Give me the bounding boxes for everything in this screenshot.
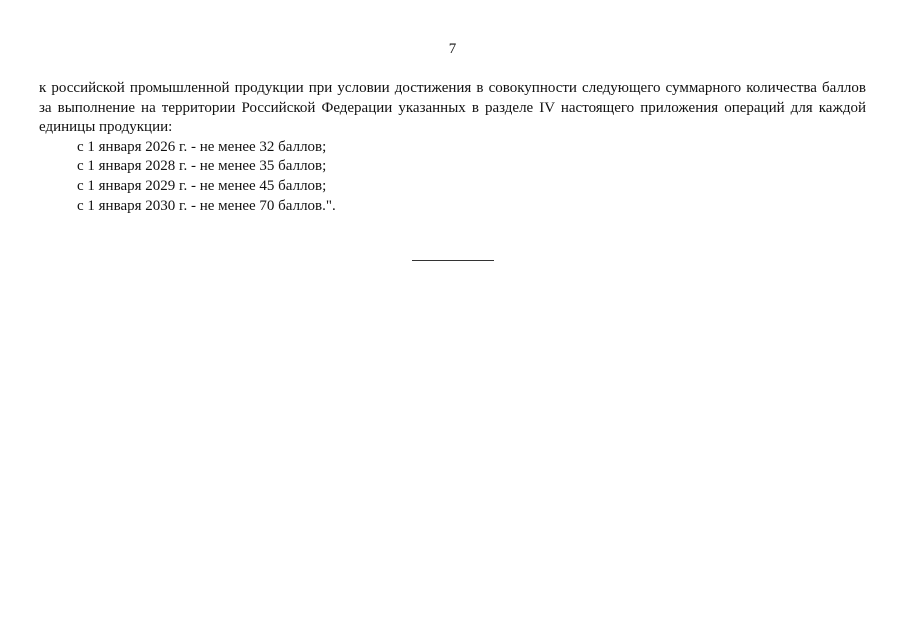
list-item: с 1 января 2030 г. - не менее 70 баллов.".	[77, 197, 336, 214]
list-item: с 1 января 2026 г. - не менее 32 баллов;	[77, 138, 327, 155]
document-body	[39, 79, 866, 216]
body-paragraph: к российской промышленной продукции при условии достижения в совокупности следующего суммарного количества баллов за выполнение на территории Российской Федерации указанных в разделе IV настоящего приложения операций для каждой единицы продукции:	[39, 80, 866, 136]
list-item: с 1 января 2028 г. - не менее 35 баллов;	[77, 158, 327, 175]
points-threshold-list	[39, 138, 866, 216]
end-separator-line	[412, 260, 494, 261]
list-item: с 1 января 2029 г. - не менее 45 баллов;	[77, 177, 327, 194]
page-number: 7	[448, 41, 457, 57]
